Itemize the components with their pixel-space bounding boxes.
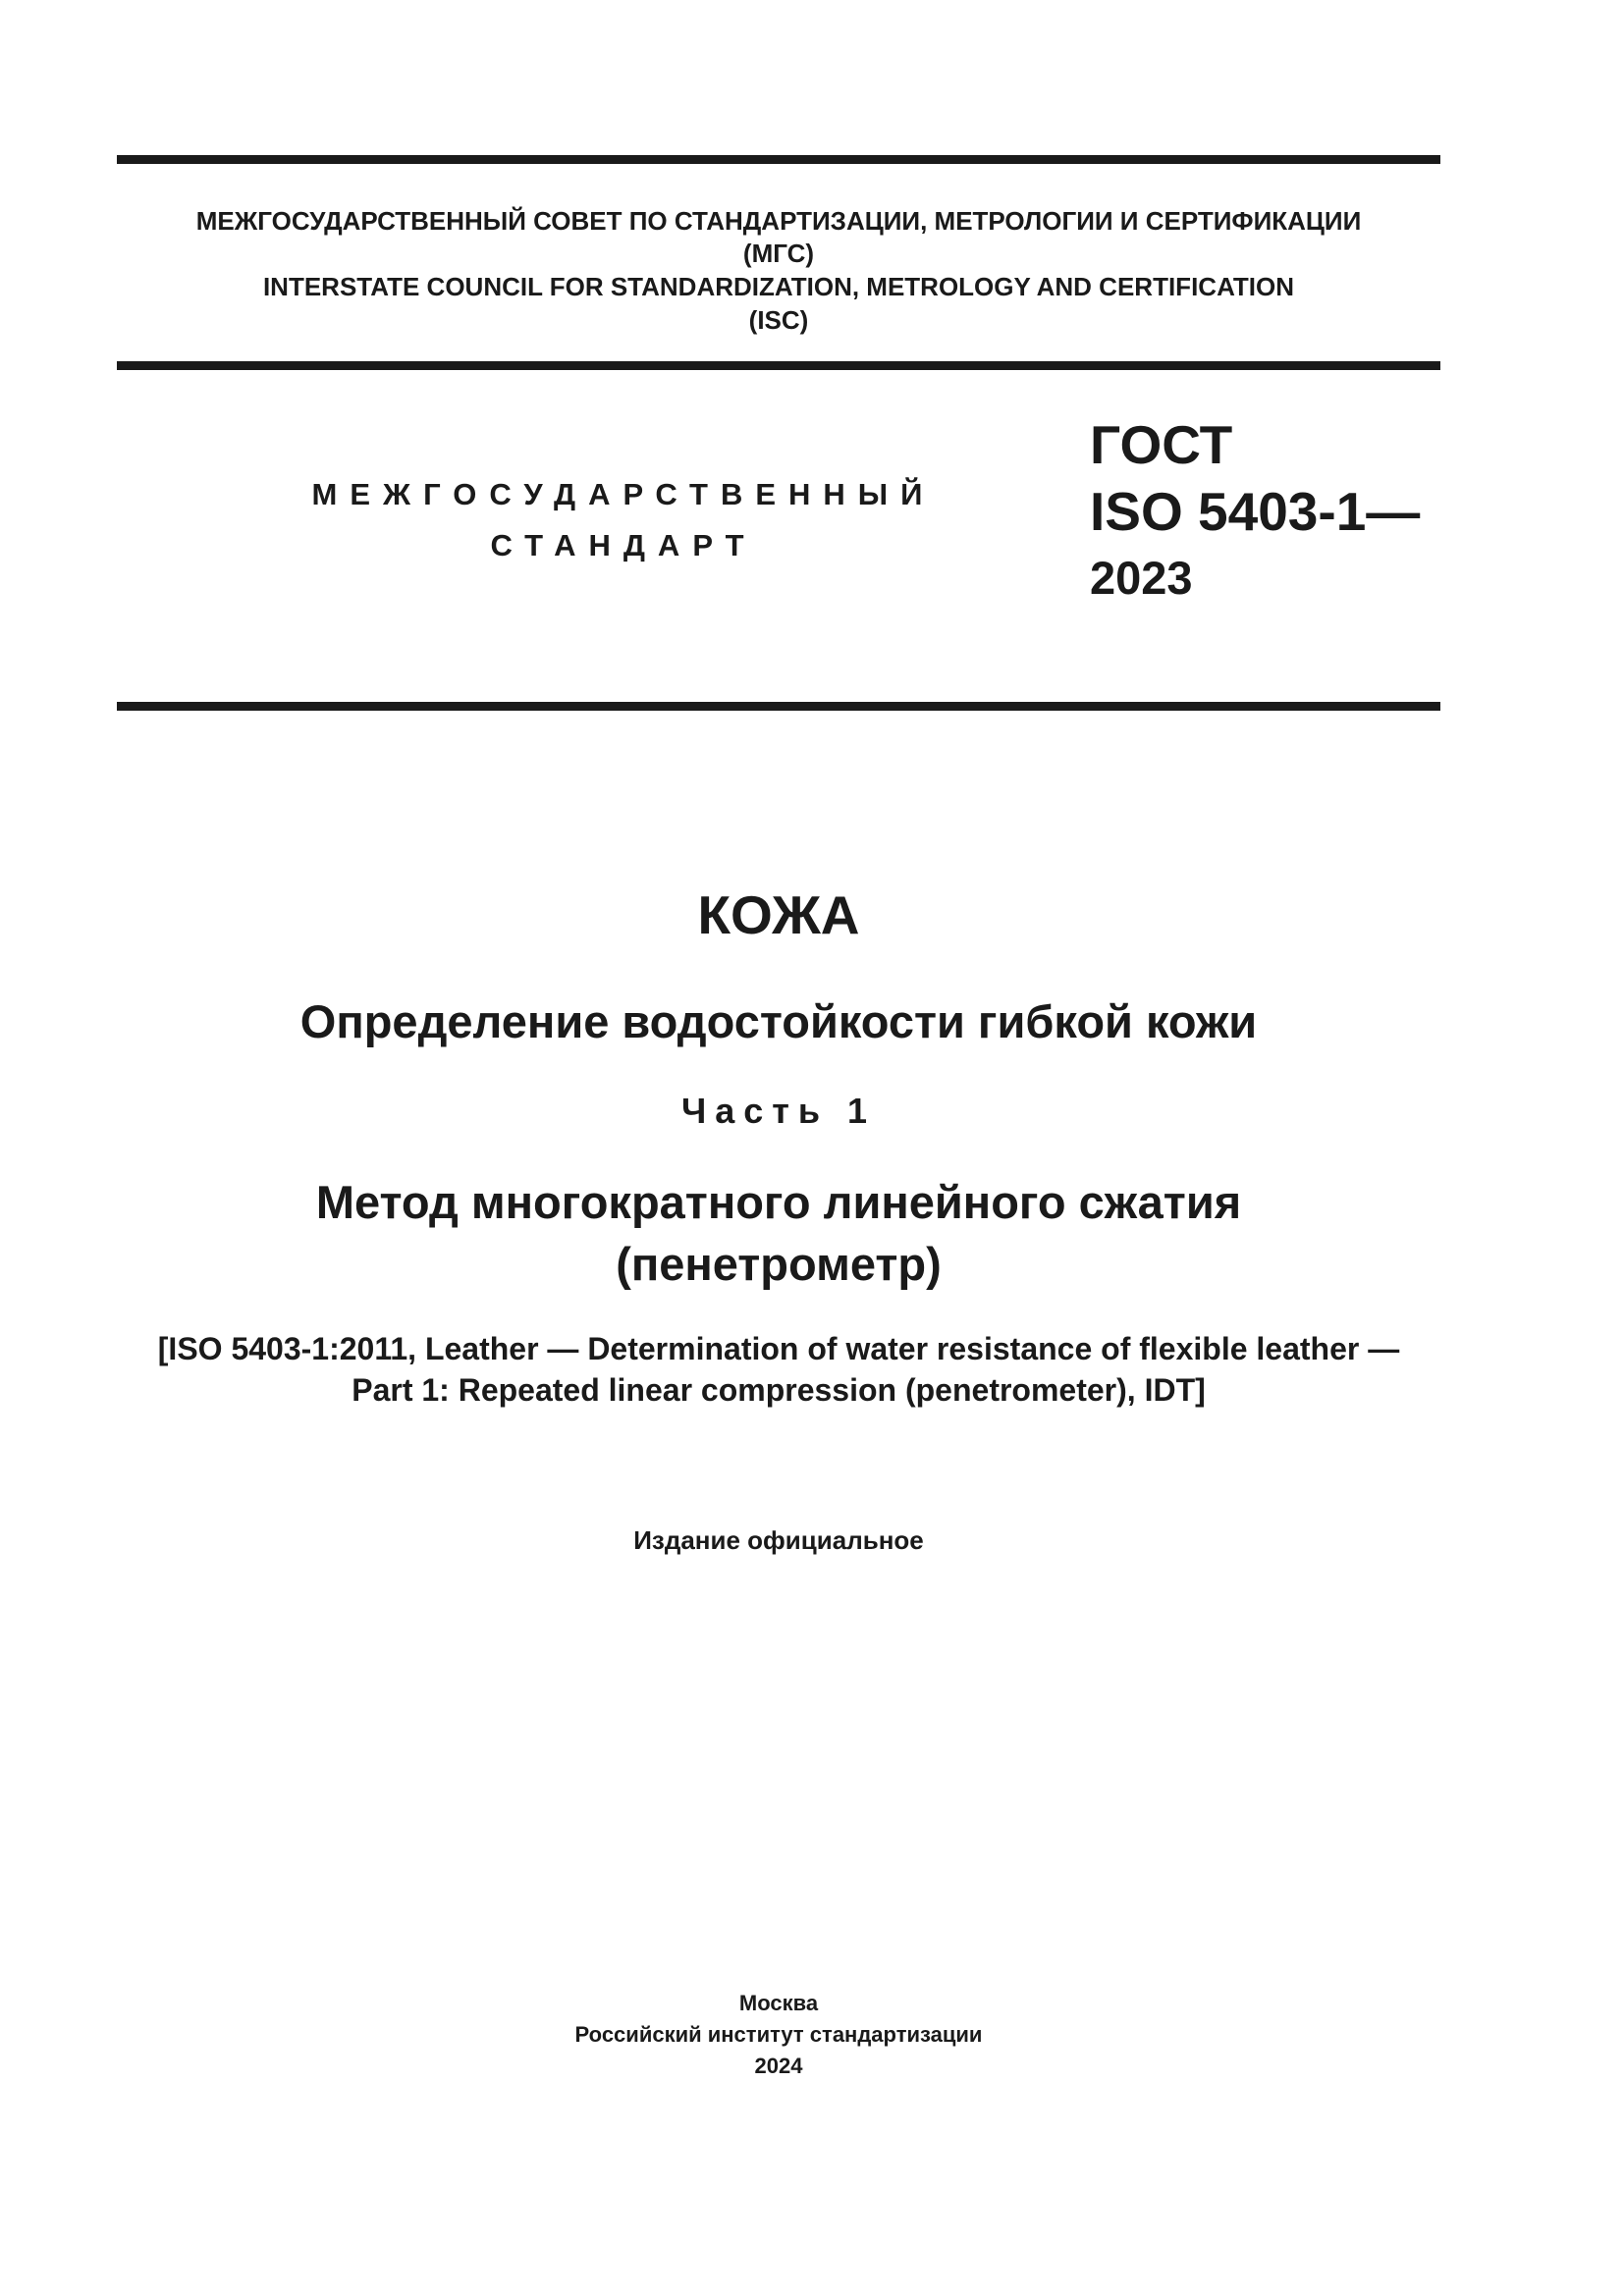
designation-divider [117, 702, 1440, 711]
method-title-line2: (пенетрометр) [616, 1238, 942, 1290]
part-number: Часть 1 [680, 1091, 877, 1131]
iso-reference-line2: Part 1: Repeated linear compression (penetrometer), IDT] [352, 1372, 1206, 1408]
council-ru-abbr: (МГС) [742, 239, 815, 268]
imprint-city: Москва [738, 1991, 819, 2015]
imprint-publisher: Российский институт стандартизации [574, 2022, 983, 2047]
gost-year: 2023 [1090, 552, 1193, 604]
iso-reference-line1: [ISO 5403-1:2011, Leather — Determination of water resistance of flexible leather — [157, 1331, 1400, 1366]
header-divider [117, 361, 1440, 370]
imprint-year: 2024 [754, 2054, 803, 2078]
gost-number: ISO 5403-1— [1090, 481, 1421, 542]
edition-note: Издание официальное [633, 1525, 924, 1555]
council-en-name: INTERSTATE COUNCIL FOR STANDARDIZATION, METROLOGY AND CERTIFICATION [262, 272, 1295, 301]
standard-type-line1: МЕЖГОСУДАРСТВЕННЫЙ [311, 477, 936, 511]
top-rule [117, 155, 1440, 164]
gost-label: ГОСТ [1090, 414, 1233, 475]
method-title-line1: Метод многократного линейного сжатия [315, 1176, 1242, 1228]
council-en-abbr: (ISC) [748, 305, 809, 335]
council-ru-name: МЕЖГОСУДАРСТВЕННЫЙ СОВЕТ ПО СТАНДАРТИЗАЦИИ, МЕТРОЛОГИИ И СЕРТИФИКАЦИИ [195, 206, 1362, 236]
main-title: КОЖА [697, 884, 860, 945]
standard-type-line2: СТАНДАРТ [490, 528, 757, 562]
subtitle: Определение водостойкости гибкой кожи [299, 995, 1258, 1047]
